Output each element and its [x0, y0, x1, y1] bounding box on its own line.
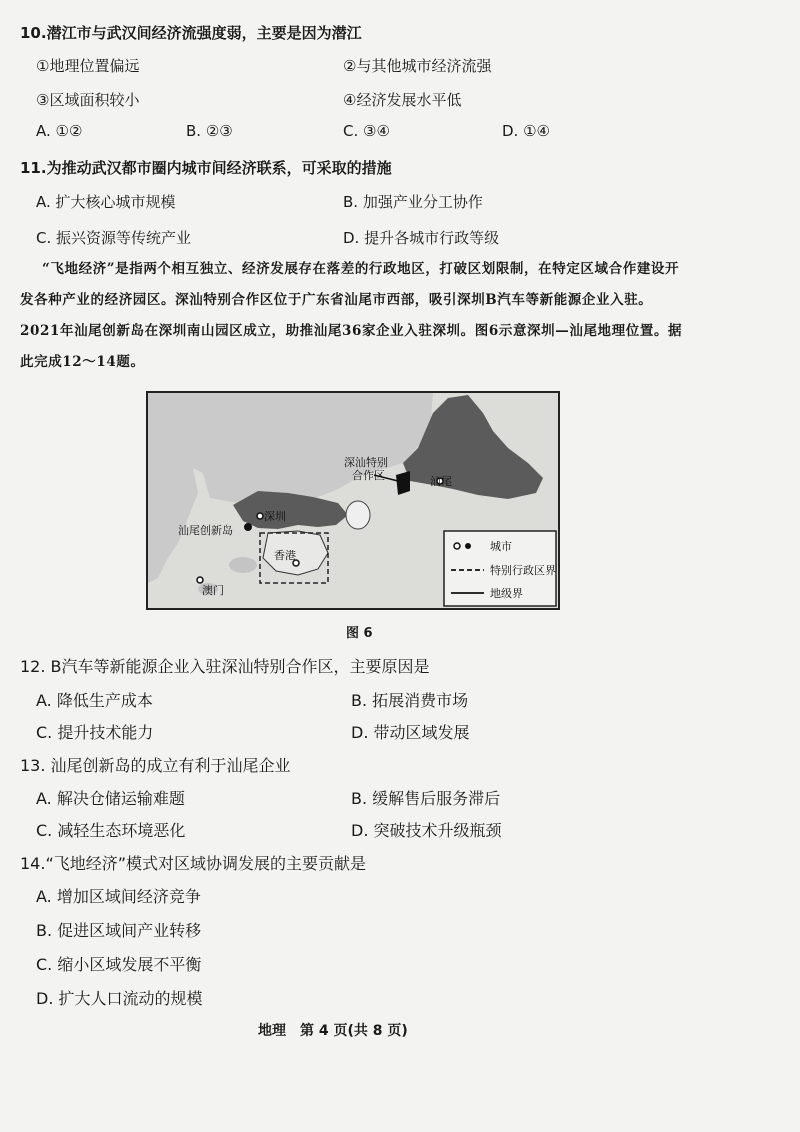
- legend-prefecture-boundary-label: 地级界: [490, 588, 523, 600]
- q10-option-3: ③区域面积较小: [36, 91, 140, 109]
- label-cooperation-zone-line2: 合作区: [352, 470, 385, 482]
- q10-option-2: ②与其他城市经济流强: [343, 57, 492, 75]
- map-canvas: [148, 393, 558, 608]
- q10-answer-a: A. ①②: [36, 122, 83, 140]
- label-macau: 澳门: [202, 585, 224, 597]
- label-hongkong: 香港: [274, 550, 296, 562]
- q13-option-a: A. 解决仓储运输难题: [36, 789, 185, 808]
- island: [229, 557, 257, 573]
- q14-option-d: D. 扩大人口流动的规模: [36, 989, 203, 1008]
- q12-option-d: D. 带动区域发展: [351, 723, 470, 742]
- q14-stem: 14.“飞地经济”模式对区域协调发展的主要贡献是: [20, 854, 367, 873]
- q14-option-b: B. 促进区域间产业转移: [36, 921, 202, 940]
- innovation-island-city-marker: [244, 523, 252, 531]
- q10-stem: 10.潜江市与武汉间经济流强度弱，主要是因为潜江: [20, 24, 362, 42]
- q14-option-c: C. 缩小区域发展不平衡: [36, 955, 202, 974]
- q10-option-1: ①地理位置偏远: [36, 57, 140, 75]
- page-footer: 地理 第 4 页(共 8 页): [258, 1023, 408, 1039]
- q11-option-b: B. 加强产业分工协作: [343, 193, 483, 211]
- label-shenzhen: 深圳: [264, 511, 286, 523]
- q12-option-a: A. 降低生产成本: [36, 691, 153, 710]
- label-cooperation-zone-line1: 深汕特别: [344, 457, 388, 469]
- q11-option-c: C. 振兴资源等传统产业: [36, 229, 192, 247]
- q11-option-a: A. 扩大核心城市规模: [36, 193, 176, 211]
- q12-option-c: C. 提升技术能力: [36, 723, 154, 742]
- legend-city-symbol-solid: [465, 543, 471, 549]
- macau-city-marker: [197, 577, 203, 583]
- q14-option-a: A. 增加区域间经济竞争: [36, 887, 201, 906]
- map-figure-6: [146, 391, 560, 610]
- q11-stem: 11.为推动武汉都市圈内城市间经济联系，可采取的措施: [20, 159, 392, 177]
- figure-caption: 图 6: [346, 626, 373, 641]
- reading-passage: [20, 254, 692, 378]
- q13-option-c: C. 减轻生态环境恶化: [36, 821, 186, 840]
- q12-option-b: B. 拓展消费市场: [351, 691, 469, 710]
- legend-city-symbol-hollow: [454, 543, 460, 549]
- q11-option-d: D. 提升各城市行政等级: [343, 229, 500, 247]
- q13-option-d: D. 突破技术升级瓶颈: [351, 821, 502, 840]
- q10-option-4: ④经济发展水平低: [343, 91, 462, 109]
- q10-answer-d: D. ①④: [502, 122, 550, 140]
- cooperation-zone-region: [396, 471, 410, 495]
- q13-stem: 13. 汕尾创新岛的成立有利于汕尾企业: [20, 756, 291, 775]
- island: [346, 501, 370, 529]
- legend-special-boundary-label: 特别行政区界: [490, 565, 556, 577]
- q10-answer-c: C. ③④: [343, 122, 390, 140]
- legend-city-label: 城市: [490, 541, 512, 553]
- q12-stem: 12. B汽车等新能源企业入驻深汕特别合作区，主要原因是: [20, 657, 430, 676]
- q10-answer-b: B. ②③: [186, 122, 233, 140]
- shenzhen-city-marker: [257, 513, 263, 519]
- passage-text: “飞地经济”是指两个相互独立、经济发展存在落差的行政地区，打破区划限制，在特定区域合作建设开发各种产业的经济园区。深汕特别合作区位于广东省汕尾市西部，吸引深圳B汽车等新能源企业入驻。2021年汕尾创新岛在深圳南山园区成立，助推汕尾36家企业入驻深圳。图6示意深圳—汕尾地理位置。据此完成12～14题。: [20, 261, 683, 370]
- label-shanwei: 汕尾: [430, 476, 452, 488]
- label-innovation-island: 汕尾创新岛: [178, 525, 233, 537]
- q13-option-b: B. 缓解售后服务滞后: [351, 789, 501, 808]
